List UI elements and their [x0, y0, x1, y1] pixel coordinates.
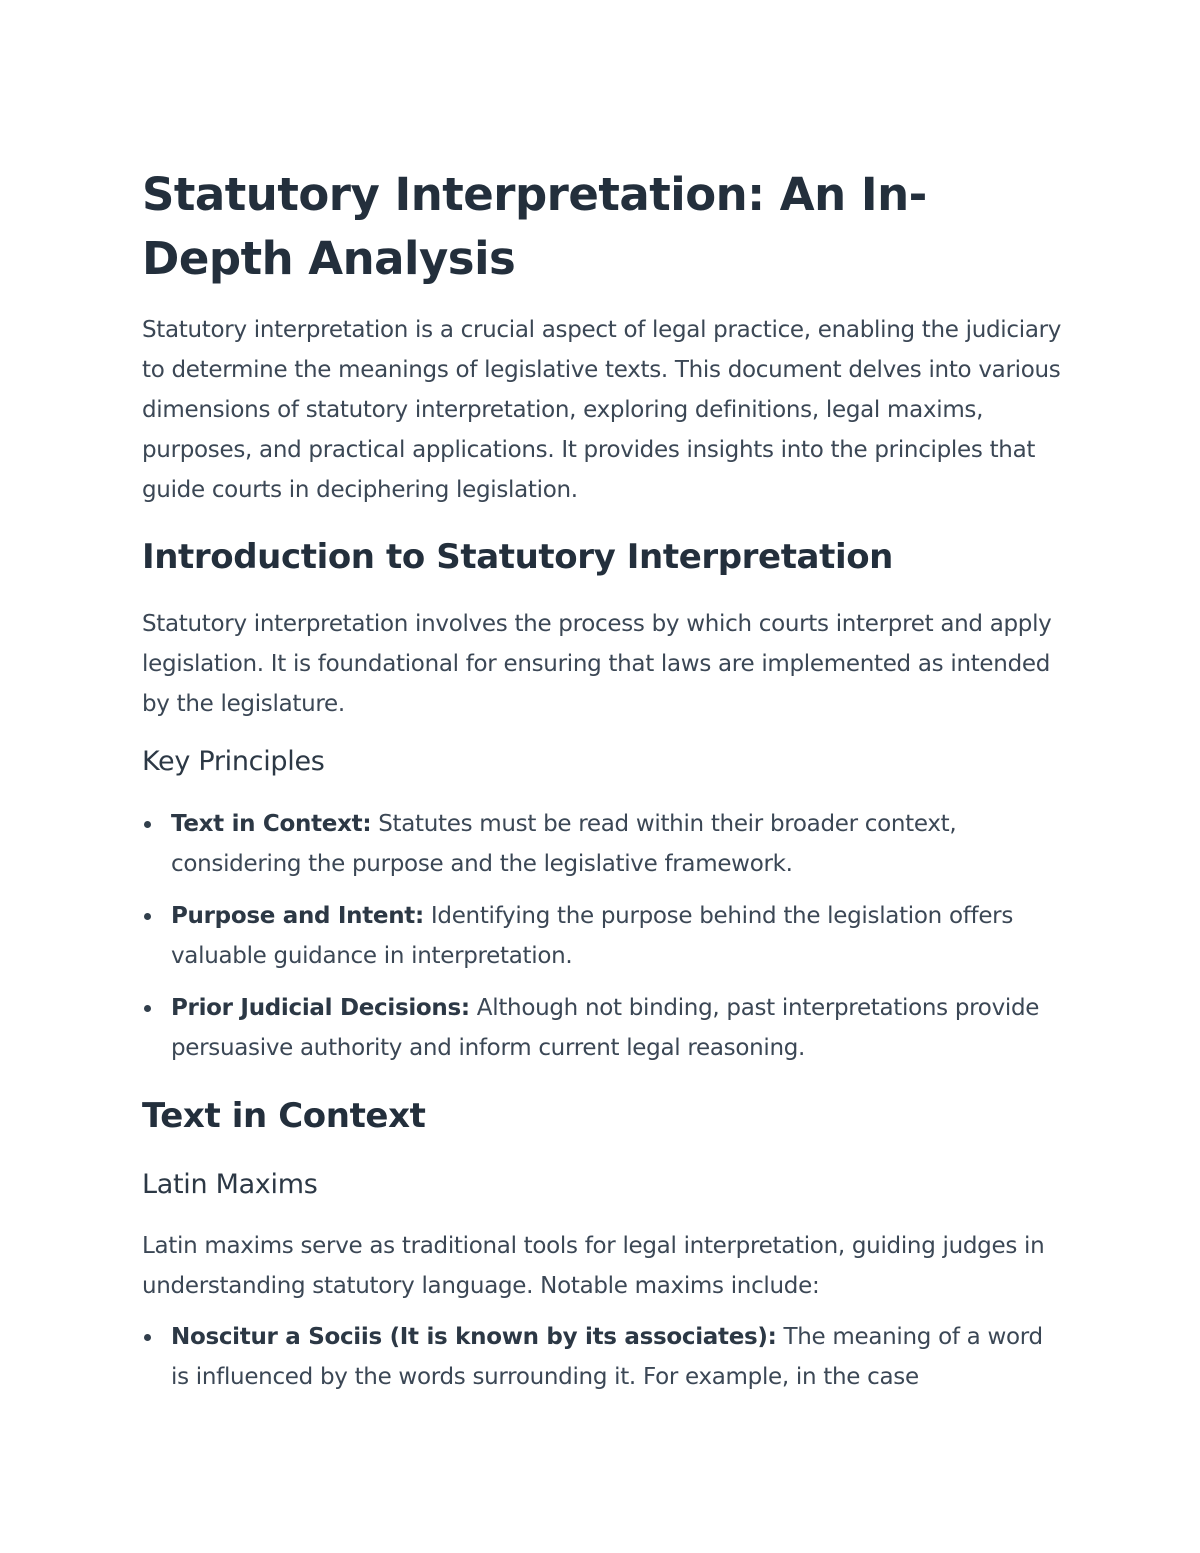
- bullet-icon: [144, 821, 151, 828]
- list-item-term: Noscitur a Sociis (It is known by its associates):: [171, 1324, 777, 1350]
- list-item-text: The meaning of a word is influenced by the words surrounding it. For example, in the case: [171, 1324, 1043, 1390]
- page-title: Statutory Interpretation: An In-Depth Analysis: [142, 168, 927, 285]
- list-item-term: Text in Context:: [171, 811, 372, 837]
- section-heading-text-in-context: Text in Context: [142, 1096, 426, 1136]
- list-item: [142, 988, 1062, 1068]
- list-item: [142, 804, 1062, 884]
- list-item-text: Although not binding, past interpretations provide persuasive authority and inform current legal reasoning.: [171, 995, 1040, 1061]
- subheading-key-principles: Key Principles: [142, 746, 325, 777]
- subheading-latin-maxims: Latin Maxims: [142, 1169, 318, 1200]
- list-item-text: Identifying the purpose behind the legislation offers valuable guidance in interpretation.: [171, 903, 1014, 969]
- bullet-icon: [144, 913, 151, 920]
- key-principles-list: [142, 804, 1062, 1068]
- list-item: [142, 1317, 1062, 1397]
- list-item-text: Statutes must be read within their broader context, considering the purpose and the legislative framework.: [171, 811, 957, 877]
- list-item-term: Prior Judicial Decisions:: [171, 995, 470, 1021]
- list-item: [142, 896, 1062, 976]
- latin-maxims-body: Latin maxims serve as traditional tools for legal interpretation, guiding judges in understanding statutory language. Notable maxims include:: [142, 1233, 1045, 1299]
- bullet-icon: [144, 1334, 151, 1341]
- bullet-icon: [144, 1005, 151, 1012]
- latin-maxims-list: [142, 1317, 1062, 1397]
- intro-paragraph: Statutory interpretation is a crucial aspect of legal practice, enabling the judiciary to determine the meanings of legislative texts. This document delves into various dimensions of statutory interpretation, exploring definitions, legal maxims, purposes, and practical applications. It provides insights into the principles that guide courts in deciphering legislation.: [142, 317, 1062, 503]
- section-heading-introduction: Introduction to Statutory Interpretation: [142, 537, 893, 577]
- list-item-term: Purpose and Intent:: [171, 903, 424, 929]
- section-introduction-body: Statutory interpretation involves the process by which courts interpret and apply legislation. It is foundational for ensuring that laws are implemented as intended by the legislature.: [142, 611, 1052, 717]
